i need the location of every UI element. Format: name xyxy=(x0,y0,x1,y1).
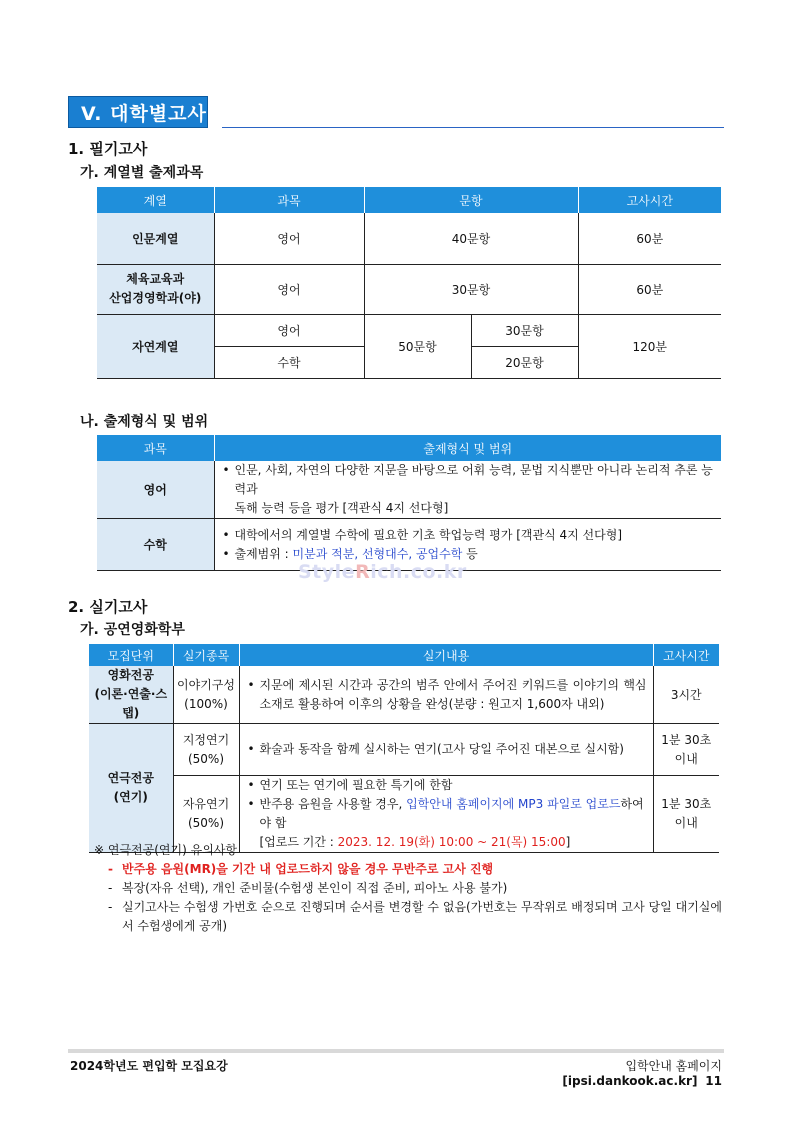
upload-period-label: [업로드 기간 : xyxy=(259,835,338,849)
notes-title: ※ 연극전공(연기) 유의사항 xyxy=(94,843,237,857)
free-content-line1: • 연기 또는 연기에 필요한 특기에 한함 xyxy=(248,776,647,795)
subjects-table xyxy=(97,187,721,379)
upload-period-dates: 2023. 12. 19(화) 10:00 ~ 21(목) 15:00 xyxy=(337,835,566,849)
items-cell: 20문항 xyxy=(471,346,578,378)
table-row xyxy=(97,264,721,314)
unit-acting: 연극전공 (연기) xyxy=(89,724,173,853)
practical-subheading-film: 가. 공연영화학부 xyxy=(80,622,185,638)
written-subheading-format: 나. 출제형식 및 범위 xyxy=(80,414,209,430)
note-item: - 복장(자유 선택), 개인 준비물(수험생 본인이 직접 준비, 피아노 사용 불가) xyxy=(108,879,722,898)
subject-cell: 영어 xyxy=(214,264,364,314)
practical-exam-heading: 2. 실기고사 xyxy=(68,598,148,616)
col-header-subject: 과목 xyxy=(214,187,364,213)
items-cell: 30문항 xyxy=(364,264,578,314)
table-row xyxy=(89,724,719,776)
subject-cell: 수학 xyxy=(214,346,364,378)
time-cell: 120분 xyxy=(578,314,721,378)
col-header-items: 문항 xyxy=(364,187,578,213)
track-natural-sciences: 자연계열 xyxy=(97,314,214,378)
practical-table xyxy=(89,644,719,853)
col-header-format: 출제형식 및 범위 xyxy=(214,435,721,461)
col-header-time: 고사시간 xyxy=(653,644,719,666)
footer-divider xyxy=(68,1049,724,1053)
subject-english: 영어 xyxy=(97,461,214,519)
table-row xyxy=(89,666,719,724)
time-cell: 1분 30초 이내 xyxy=(653,776,719,853)
items-cell: 30문항 xyxy=(471,314,578,346)
free-content-line2: 반주용 음원을 사용할 경우, xyxy=(259,797,407,811)
math-range-label: 출제범위 : xyxy=(234,546,293,561)
format-table xyxy=(97,435,721,571)
note-item: - 실기고사는 수험생 가번호 순으로 진행되며 순서를 변경할 수 없음(가번호는 무작위로 배정되며 고사 당일 대기실에서 수험생에게 공개) xyxy=(108,898,722,936)
watermark: StyleRich.co.kr xyxy=(298,561,467,583)
upload-period-close: ] xyxy=(565,835,571,849)
page-number: 11 xyxy=(705,1074,722,1088)
written-subheading-subjects: 가. 계열별 출제과목 xyxy=(80,165,204,181)
col-header-unit: 모집단위 xyxy=(89,644,173,666)
note-item: - 반주용 음원(MR)을 기간 내 업로드하지 않을 경우 무반주로 고사 진행 xyxy=(108,860,722,879)
items-cell: 40문항 xyxy=(364,213,578,264)
table-row xyxy=(97,461,721,519)
free-content-line2-suffix: 하여야 함 xyxy=(259,797,644,830)
subject-math: 수학 xyxy=(97,519,214,571)
event-story: 이야기구성 (100%) xyxy=(173,666,239,724)
unit-film: 영화전공 (이론·연출·스탭) xyxy=(89,666,173,724)
col-header-track: 계열 xyxy=(97,187,214,213)
free-content-upload-note: 입학안내 홈페이지에 MP3 파일로 업로드 xyxy=(406,797,621,811)
english-format-text-cont: 독해 능력 등을 평가 [객관식 4지 선다형] xyxy=(234,501,449,515)
footer-doc-title: 2024학년도 편입학 모집요강 xyxy=(70,1059,228,1073)
event-designated-acting: 지정연기 (50%) xyxy=(173,724,239,776)
subject-cell: 영어 xyxy=(214,213,364,264)
math-range-suffix: 등 xyxy=(462,546,478,561)
time-cell: 60분 xyxy=(578,264,721,314)
col-header-event: 실기종목 xyxy=(173,644,239,666)
english-format-text: 인문, 사회, 자연의 다양한 지문을 바탕으로 어휘 능력, 문법 지식뿐만 아니라 논리적 추론 능력과 xyxy=(234,463,713,496)
designated-content-text: • 화술과 동작을 함께 실시하는 연기(고사 당일 주어진 대본으로 실시함) xyxy=(248,740,647,759)
section-title-rule xyxy=(222,127,724,128)
subject-cell: 영어 xyxy=(214,314,364,346)
footer-homepage-label: 입학안내 홈페이지 xyxy=(625,1059,722,1073)
footer-homepage xyxy=(500,1057,722,1088)
track-humanities: 인문계열 xyxy=(97,213,214,264)
written-exam-heading: 1. 필기고사 xyxy=(68,140,148,158)
footer-homepage-url[interactable]: [ipsi.dankook.ac.kr] xyxy=(562,1074,698,1088)
notes-block xyxy=(94,841,722,936)
film-content-text: • 지문에 제시된 시간과 공간의 범주 안에서 주어진 키워드를 이야기의 핵심 소재로 활용하여 이후의 상황을 완성(분량 : 원고지 1,600자 내외) xyxy=(248,676,647,714)
math-format-text: • 대학에서의 계열별 수학에 필요한 기초 학업능력 평가 [객관식 4지 선다형] xyxy=(223,526,716,545)
col-header-time: 고사시간 xyxy=(578,187,721,213)
math-range-topics: 미분과 적분, 선형대수, 공업수학 xyxy=(292,546,463,561)
table-row xyxy=(97,213,721,264)
table-row xyxy=(97,314,721,346)
items-total-cell: 50문항 xyxy=(364,314,471,378)
col-header-content: 실기내용 xyxy=(239,644,653,666)
time-cell: 1분 30초 이내 xyxy=(653,724,719,776)
event-free-acting: 자유연기 (50%) xyxy=(173,776,239,853)
section-title: V. 대학별고사 xyxy=(68,96,208,128)
col-header-subject: 과목 xyxy=(97,435,214,461)
time-cell: 3시간 xyxy=(653,666,719,724)
track-physical-industrial: 체육교육과 산업경영학과(야) xyxy=(97,264,214,314)
time-cell: 60분 xyxy=(578,213,721,264)
